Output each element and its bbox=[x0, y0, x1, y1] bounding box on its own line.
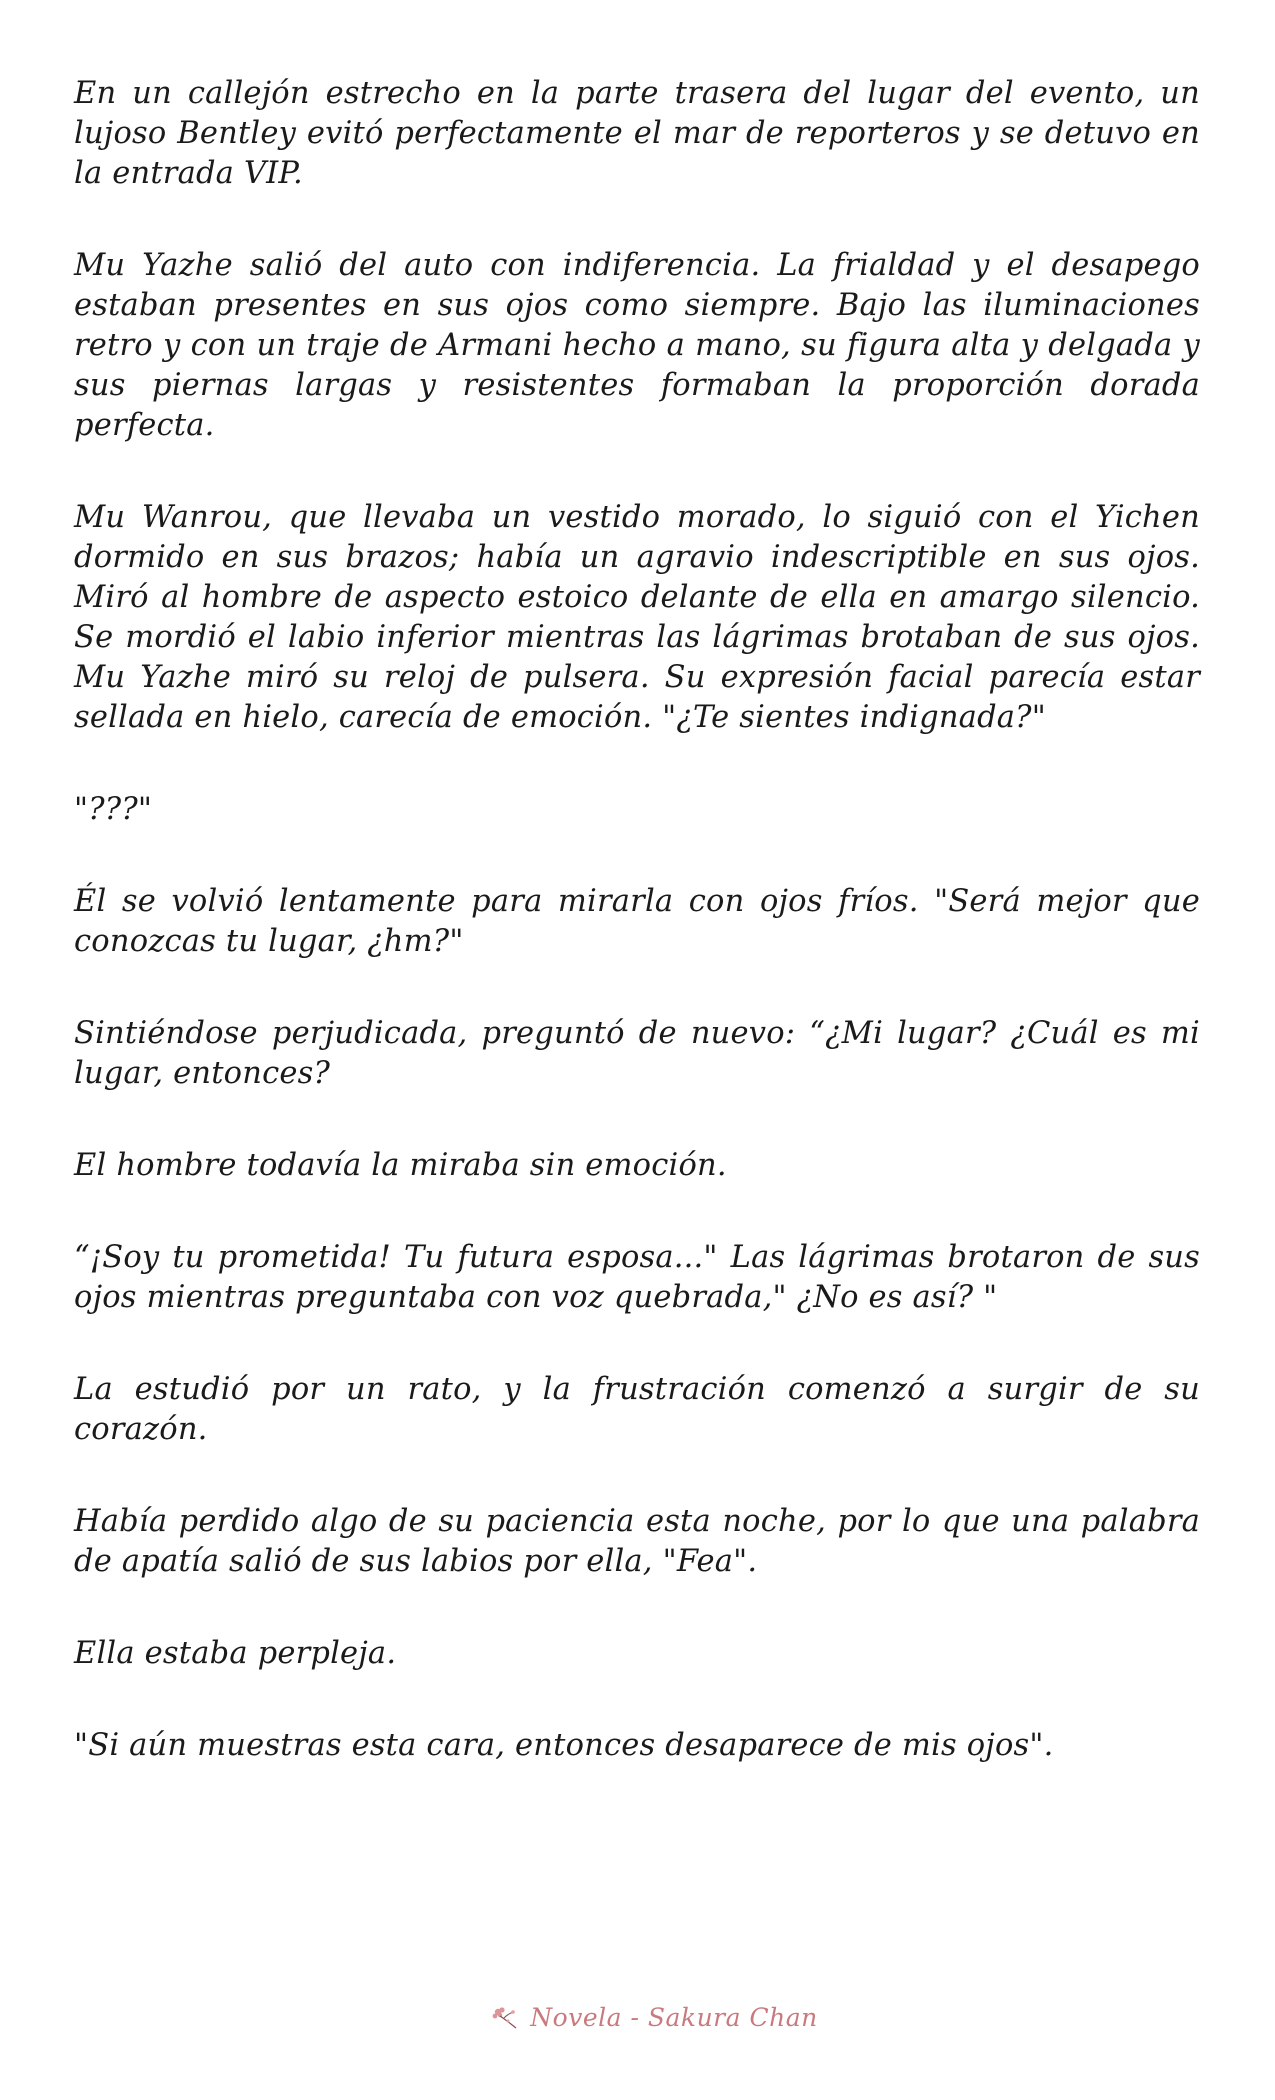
paragraph-7: El hombre todavía la miraba sin emoción. bbox=[74, 1148, 727, 1183]
watermark-text: Novela - Sakura Chan bbox=[530, 2002, 818, 2032]
paragraph-6: Sintiéndose perjudicada, preguntó de nuevo: “¿Mi lugar? ¿Cuál es mi lugar, entonces? bbox=[74, 1016, 1200, 1091]
paragraph-4: "???" bbox=[74, 792, 153, 827]
footer-watermark bbox=[463, 1996, 843, 2038]
document-body bbox=[74, 74, 1200, 1818]
paragraph-8: “¡Soy tu prometida! Tu futura esposa..." Las lágrimas brotaron de sus ojos mientras preguntaba con voz quebrada," ¿No es así? " bbox=[74, 1240, 1200, 1315]
paragraph-2: Mu Yazhe salió del auto con indiferencia. La frialdad y el desapego estaban presentes en sus ojos como siempre. Bajo las iluminaciones retro y con un traje de Armani hecho a mano, su figura alta y delgada y sus piernas largas y resistentes formaban la proporción dorada perfecta. bbox=[74, 248, 1200, 443]
paragraph-3: Mu Wanrou, que llevaba un vestido morado, lo siguió con el Yichen dormido en sus brazos; había un agravio indescriptible en sus ojos. Miró al hombre de aspecto estoico delante de ella en amargo silencio. Se mordió el labio inferior mientras las lágrimas brotaban de sus ojos. Mu Yazhe miró su reloj de pulsera. Su expresión facial parecía estar sellada en hielo, carecía de emoción. "¿Te sientes indignada?" bbox=[74, 500, 1200, 735]
paragraph-11: Ella estaba perpleja. bbox=[74, 1636, 397, 1671]
paragraph-5: Él se volvió lentamente para mirarla con ojos fríos. "Será mejor que conozcas tu lugar, ¿hm?" bbox=[74, 884, 1200, 959]
paragraph-1: En un callejón estrecho en la parte trasera del lugar del evento, un lujoso Bentley evitó perfectamente el mar de reporteros y se detuvo en la entrada VIP. bbox=[74, 76, 1200, 191]
cherry-blossom-icon bbox=[488, 2002, 522, 2032]
watermark-logo bbox=[488, 2002, 817, 2032]
paragraph-12: "Si aún muestras esta cara, entonces desaparece de mis ojos". bbox=[74, 1728, 1054, 1763]
paragraph-10: Había perdido algo de su paciencia esta noche, por lo que una palabra de apatía salió de sus labios por ella, "Fea". bbox=[74, 1504, 1200, 1579]
paragraph-9: La estudió por un rato, y la frustración comenzó a surgir de su corazón. bbox=[74, 1372, 1200, 1447]
